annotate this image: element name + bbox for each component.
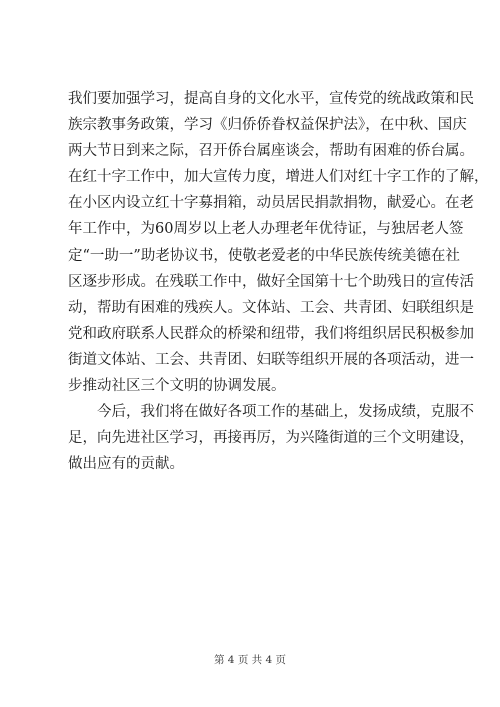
body-text: [68, 86, 489, 477]
text-line: 定“一助一”助老协议书，使敬老爱老的中华民族传统美德在社: [68, 247, 460, 264]
paragraph-2: [68, 399, 474, 477]
text-line: 在红十字工作中，加大宣传力度，增进人们对红十字工作的了解，: [68, 169, 489, 186]
text-line: 党和政府联系人民群众的桥梁和纽带，我们将组织居民积极参加: [68, 325, 474, 342]
text-line: 在小区内设立红十字募捐箱，动员居民捐款捐物，献爱心。在老: [68, 195, 474, 212]
text-line: 年工作中，为60周岁以上老人办理老年优待证，与独居老人签: [68, 221, 464, 238]
text-line: 足，向先进社区学习，再接再厉，为兴隆街道的三个文明建设，: [68, 430, 474, 447]
paragraph-1: [68, 86, 489, 399]
text-line: 动，帮助有困难的残疾人。文体站、工会、共青团、妇联组织是: [68, 299, 474, 316]
text-line: 我们要加强学习，提高自身的文化水平，宣传党的统战政策和民: [68, 91, 474, 107]
text-line: 族宗教事务政策，学习《归侨侨眷权益保护法》，在中秋、国庆: [68, 117, 467, 134]
page-footer: 第 4 页 共 4 页: [213, 654, 287, 666]
text-line: 今后，我们将在做好各项工作的基础上，发扬成绩，克服不: [97, 404, 474, 421]
text-line: 两大节日到来之际，召开侨台属座谈会，帮助有困难的侨台属。: [68, 143, 474, 160]
text-line: 街道文体站、工会、共青团、妇联等组织开展的各项活动，进一: [68, 351, 474, 368]
text-line: 做出应有的贡献。: [68, 456, 184, 473]
text-line: 步推动社区三个文明的协调发展。: [68, 378, 286, 395]
text-line: 区逐步形成。在残联工作中，做好全国第十七个助残日的宣传活: [68, 273, 474, 290]
